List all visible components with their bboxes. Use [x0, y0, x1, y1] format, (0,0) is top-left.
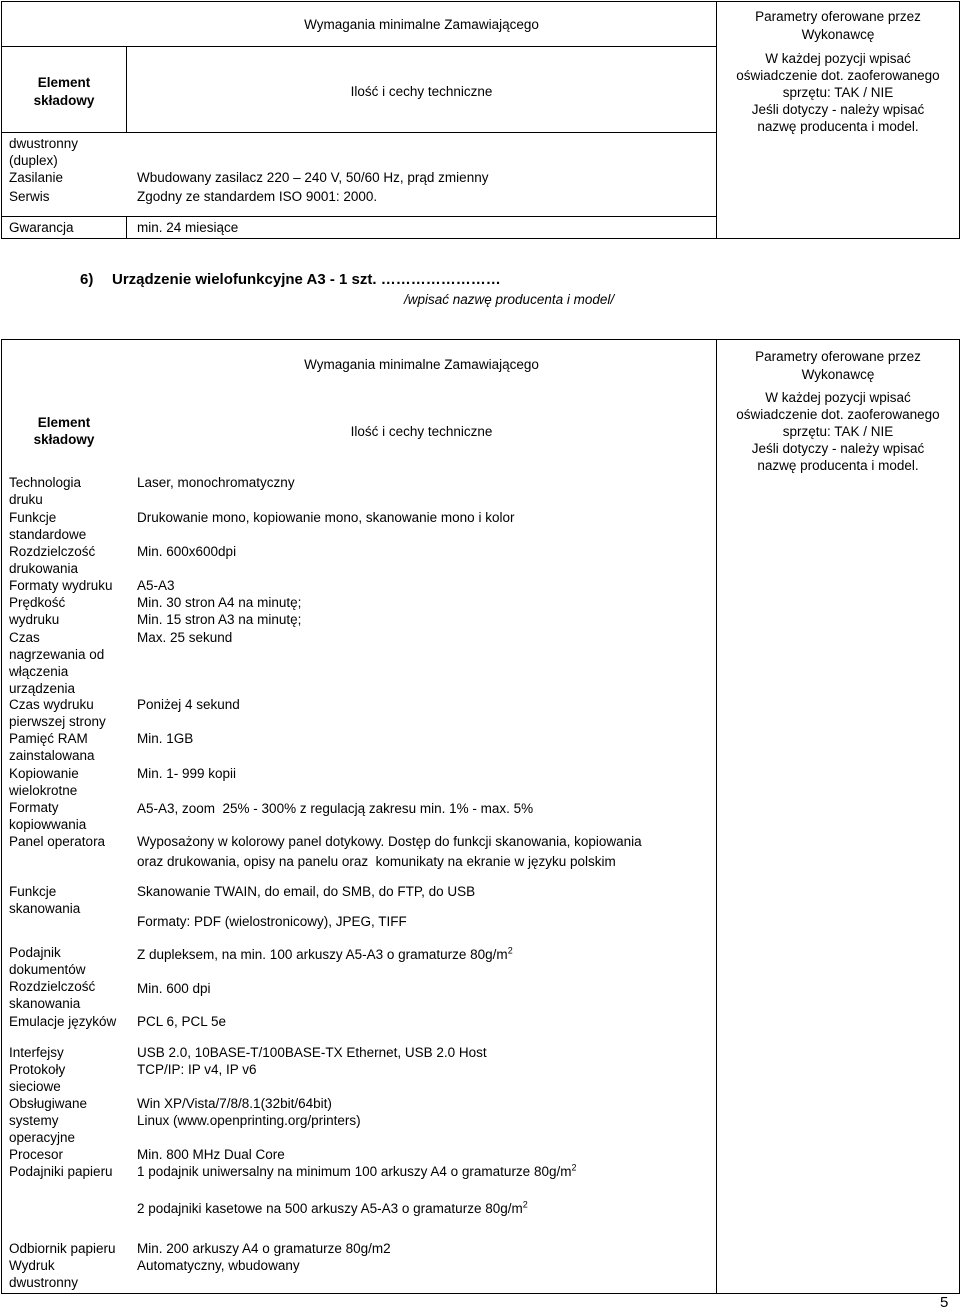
params-note-1: W każdej pozycji wpisać	[765, 390, 911, 405]
params-note-1: W każdej pozycji wpisać	[765, 51, 911, 66]
row-name: Podajniki papieru	[9, 1164, 113, 1179]
params-note-3: sprzętu: TAK / NIE	[782, 85, 894, 100]
section-title: Urządzenie wielofunkcyjne A3 - 1 szt. ……………………	[112, 271, 501, 288]
row-name: Wydruk dwustronny	[9, 1258, 79, 1290]
row-name: Procesor	[9, 1147, 64, 1162]
requirements-title: Wymagania minimalne Zamawiającego	[304, 17, 539, 32]
element-header-2: składowy	[33, 432, 95, 447]
element-header-1: Element	[37, 75, 91, 90]
top-row-value: min. 24 miesiące	[137, 220, 239, 235]
params-note-2: oświadczenie dot. zaoferowanego	[736, 407, 940, 422]
row-name: Interfejsy	[9, 1045, 64, 1060]
features-header: Ilość i cechy techniczne	[350, 424, 493, 439]
row-value: TCP/IP: IP v4, IP v6	[137, 1062, 257, 1077]
row-value: A5-A3, zoom 25% - 300% z regulacją zakresu min. 1% - max. 5%	[137, 801, 534, 816]
row-name: Rozdzielczość skanowania	[9, 979, 96, 1011]
row-value: Min. 30 stron A4 na minutę; Min. 15 stron A3 na minutę;	[137, 595, 302, 627]
row-value: USB 2.0, 10BASE-T/100BASE-TX Ethernet, USB 2.0 Host	[137, 1045, 487, 1060]
params-title-1: Parametry oferowane przez	[755, 349, 921, 364]
element-header-1: Element	[37, 415, 91, 430]
params-note-4: Jeśli dotyczy - należy wpisać	[751, 441, 925, 456]
row-value: 2 podajniki kasetowe na 500 arkuszy A5-A3 o gramaturze $80g/m^2$	[137, 1199, 528, 1216]
row-name: Emulacje języków	[9, 1014, 117, 1029]
row-value: 1 podajnik uniwersalny na minimum 100 arkuszy A4 o gramaturze $80g/m^2$	[137, 1162, 577, 1179]
row-name: Podajnik dokumentów	[9, 945, 86, 977]
top-row-name: Serwis	[9, 189, 50, 204]
row-value: oraz drukowania, opisy na panelu oraz komunikaty na ekranie w języku polskim	[137, 854, 616, 869]
params-note-4: Jeśli dotyczy - należy wpisać	[751, 102, 925, 117]
row-value: Automatyczny, wbudowany	[137, 1258, 300, 1273]
row-value: Formaty: PDF (wielostronicowy), JPEG, TIFF	[137, 914, 407, 929]
row-name: Prędkość wydruku	[9, 595, 66, 627]
row-name: Formaty kopiowwania	[9, 800, 87, 832]
params-note-5: nazwę producenta i model.	[757, 458, 919, 473]
row-value: Poniżej 4 sekund	[137, 697, 240, 712]
params-note-3: sprzętu: TAK / NIE	[782, 424, 894, 439]
row-name: Protokoły sieciowe	[9, 1062, 66, 1094]
row-value: Min. 600x600dpi	[137, 544, 237, 559]
top-row-value: Zgodny ze standardem ISO 9001: 2000.	[137, 189, 378, 204]
row-value: Min. 600 dpi	[137, 981, 211, 996]
row-value: Wyposażony w kolorowy panel dotykowy. Dostęp do funkcji skanowania, kopiowania	[137, 834, 642, 849]
row-value: Win XP/Vista/7/8/8.1(32bit/64bit) Linux (www.openprinting.org/printers)	[137, 1096, 361, 1128]
row-value: Max. 25 sekund	[137, 630, 233, 645]
top-row-name: Zasilanie	[9, 170, 64, 185]
row-name: Obsługiwane systemy operacyjne	[9, 1096, 88, 1145]
row-value: A5-A3	[137, 578, 175, 593]
requirements-title: Wymagania minimalne Zamawiającego	[304, 357, 539, 372]
row-name: Panel operatora	[9, 834, 106, 849]
params-title-1: Parametry oferowane przez	[755, 9, 921, 24]
params-title-2: Wykonawcę	[801, 367, 875, 382]
row-name: Czas wydruku pierwszej strony	[9, 697, 106, 729]
row-value: Min. 200 arkuszy A4 o gramaturze 80g/m2	[137, 1241, 391, 1256]
row-name: Technologia druku	[9, 475, 82, 507]
params-note-2: oświadczenie dot. zaoferowanego	[736, 68, 940, 83]
top-row-name: Gwarancja	[9, 220, 74, 235]
row-name: Rozdzielczość drukowania	[9, 544, 96, 576]
params-title-2: Wykonawcę	[801, 27, 875, 42]
row-value: PCL 6, PCL 5e	[137, 1014, 227, 1029]
page-number: 5	[940, 1294, 949, 1311]
row-name: Funkcje skanowania	[9, 884, 81, 916]
row-name: Pamięć RAM zainstalowana	[9, 731, 95, 763]
section-number: 6)	[80, 271, 94, 288]
top-row-name: dwustronny	[9, 136, 79, 151]
row-value: Min. 1- 999 kopii	[137, 766, 237, 781]
row-value: Min. 800 MHz Dual Core	[137, 1147, 285, 1162]
row-value: Min. 1GB	[137, 731, 194, 746]
section-subtitle: /wpisać nazwę producenta i model/	[404, 292, 615, 307]
top-row-value: Wbudowany zasilacz 220 – 240 V, 50/60 Hz, prąd zmienny	[137, 170, 489, 185]
row-value: Drukowanie mono, kopiowanie mono, skanowanie mono i kolor	[137, 510, 515, 525]
top-row-name: (duplex)	[9, 153, 58, 168]
element-header-2: składowy	[33, 93, 95, 108]
row-name: Czas nagrzewania od włączenia urządzenia	[9, 630, 105, 696]
features-header: Ilość i cechy techniczne	[350, 84, 493, 99]
row-value: Laser, monochromatyczny	[137, 475, 295, 490]
row-name: Formaty wydruku	[9, 578, 113, 593]
row-name: Kopiowanie wielokrotne	[9, 766, 79, 798]
row-name: Funkcje standardowe	[9, 510, 87, 542]
row-value: Z dupleksem, na min. 100 arkuszy A5-A3 o gramaturze $80g/m^2$	[137, 945, 513, 962]
params-note-5: nazwę producenta i model.	[757, 119, 919, 134]
row-value: Skanowanie TWAIN, do email, do SMB, do FTP, do USB	[137, 884, 476, 899]
row-name: Odbiornik papieru	[9, 1241, 116, 1256]
